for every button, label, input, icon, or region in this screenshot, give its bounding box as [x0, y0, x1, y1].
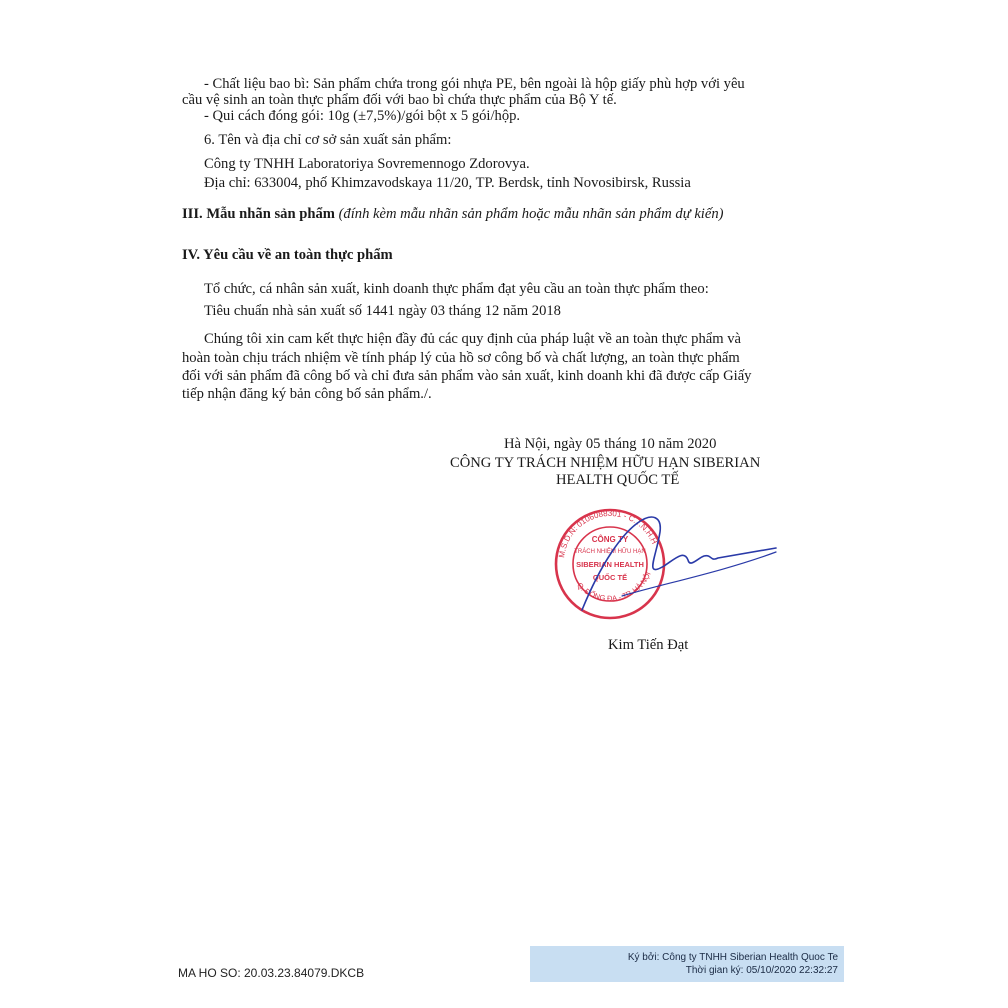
signed-by: Ký bởi: Công ty TNHH Siberian Health Quoc Te — [627, 952, 838, 963]
stamp-line-1: CÔNG TY — [591, 535, 629, 544]
section-3-line — [182, 205, 723, 223]
section-4-heading: IV. Yêu cầu về an toàn thực phẩm — [182, 247, 393, 263]
red-seal-stamp — [552, 500, 778, 630]
stamp-line-2: TRÁCH NHIỆM HỮU HẠN — [574, 549, 646, 555]
packaging-material-line-1: - Chất liệu bao bì: Sản phẩm chứa trong gói nhựa PE, bên ngoài là hộp giấy phù hợp với yêu — [204, 76, 745, 92]
stamp-line-4: QUỐC TẾ — [592, 573, 628, 582]
section-3-note: (đính kèm mẫu nhãn sản phẩm hoặc mẫu nhãn sản phẩm dự kiến) — [338, 206, 724, 222]
manufacturer-address: Địa chỉ: 633004, phố Khimzavodskaya 11/20, TP. Berdsk, tỉnh Novosibirsk, Russia — [204, 175, 691, 191]
manufacturer-name: Công ty TNHH Laboratoriya Sovremennogo Zdorovya. — [204, 156, 530, 172]
signer-name: Kim Tiến Đạt — [608, 637, 689, 653]
commitment-line-4: tiếp nhận đăng ký bản công bố sản phẩm./. — [182, 386, 432, 402]
commitment-line-1: Chúng tôi xin cam kết thực hiện đầy đủ các quy định của pháp luật về an toàn thực phẩm và — [204, 331, 741, 347]
company-name-line-2: HEALTH QUỐC TẾ — [556, 472, 680, 488]
safety-requirement-line-2: Tiêu chuẩn nhà sản xuất số 1441 ngày 03 tháng 12 năm 2018 — [204, 303, 561, 319]
commitment-line-3: đối với sản phẩm đã công bố và chỉ đưa sản phẩm vào sản xuất, kinh doanh khi đã được cấp Giấy — [182, 368, 752, 384]
safety-requirement-line-1: Tổ chức, cá nhân sản xuất, kinh doanh thực phẩm đạt yêu cầu an toàn thực phẩm theo: — [204, 281, 709, 297]
signed-time: Thời gian ký: 05/10/2020 22:32:27 — [685, 965, 838, 976]
section-6-heading: 6. Tên và địa chỉ cơ sở sản xuất sản phẩm: — [204, 132, 452, 148]
stamp-outer-bottom-text: Q. ĐỐNG ĐA - TP. HÀ NỘI — [575, 570, 653, 603]
place-and-date: Hà Nội, ngày 05 tháng 10 năm 2020 — [504, 436, 717, 452]
section-3-heading: III. Mẫu nhãn sản phẩm — [182, 206, 335, 222]
company-name-line-1: CÔNG TY TRÁCH NHIỆM HỮU HẠN SIBERIAN — [450, 455, 761, 471]
packing-spec: - Qui cách đóng gói: 10g (±7,5%)/gói bột x 5 gói/hộp. — [204, 108, 521, 124]
company-stamp-and-signature — [552, 500, 778, 630]
stamp-outer-top-text: M.S.D.N: 0106088301 - C.T.N.H.H — [557, 508, 659, 559]
commitment-line-2: hoàn toàn chịu trách nhiệm về tính pháp lý của hồ sơ công bố và chất lượng, an toàn thực phẩm — [182, 350, 740, 366]
digital-signature-box — [530, 946, 844, 982]
packaging-material-line-2: cầu vệ sinh an toàn thực phẩm đối với bao bì chứa thực phẩm của Bộ Y tế. — [182, 92, 617, 108]
dossier-code: MA HO SO: 20.03.23.84079.DKCB — [178, 966, 365, 980]
stamp-line-3: SIBERIAN HEALTH — [576, 560, 644, 569]
